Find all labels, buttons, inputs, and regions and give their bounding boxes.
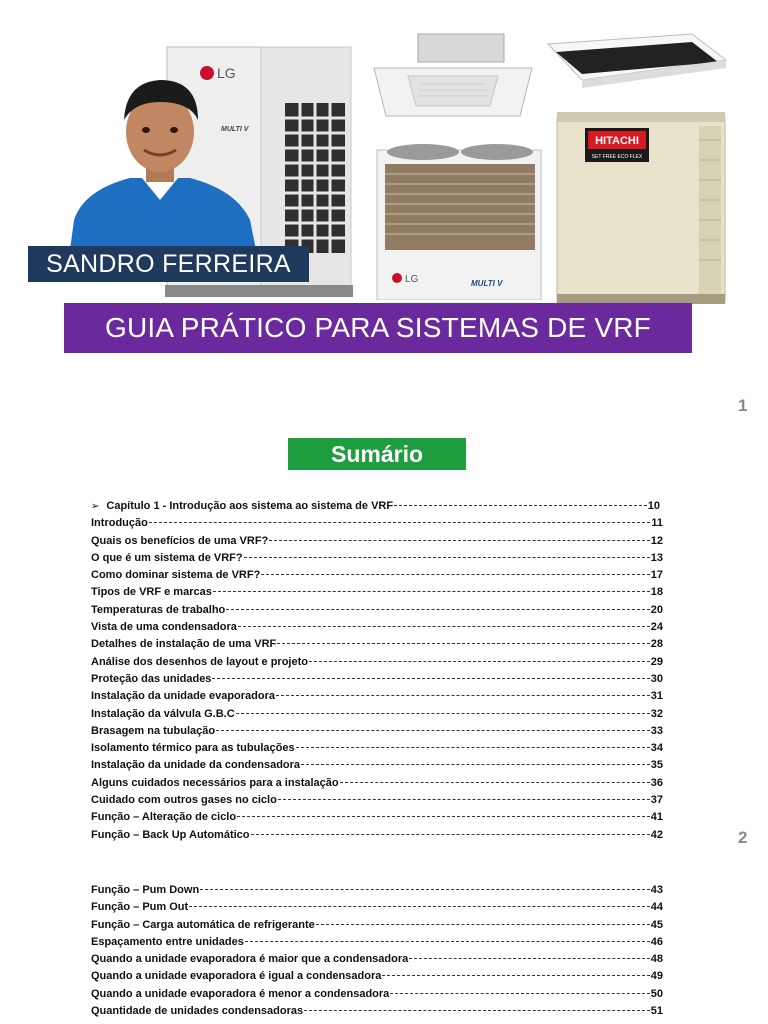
toc-label: Quais os benefícios de uma VRF? (91, 534, 269, 547)
toc-page: 11 (651, 517, 663, 530)
toc-label: Instalação da unidade evaporadora (91, 690, 276, 703)
arrow-bullet-icon: ➢ (91, 501, 100, 512)
toc-leader-dots (309, 661, 650, 662)
toc-leader-dots (390, 993, 649, 994)
toc-entry[interactable] (91, 671, 663, 688)
toc-label: Como dominar sistema de VRF? (91, 569, 261, 582)
toc-leader-dots (394, 505, 647, 506)
toc-entry[interactable] (91, 986, 663, 1003)
toc-page: 49 (650, 970, 663, 983)
toc-leader-dots (382, 975, 649, 976)
toc-page: 44 (650, 901, 663, 914)
toc-page: 18 (650, 586, 663, 599)
toc-page: 37 (650, 794, 663, 807)
toc-list (91, 882, 663, 1020)
toc-page: 24 (650, 621, 663, 634)
toc-entry[interactable] (91, 706, 663, 723)
toc-label: Função – Pum Down (91, 884, 200, 896)
toc-leader-dots (189, 906, 650, 907)
toc-leader-dots (301, 764, 650, 765)
toc-label: Análise dos desenhos de layout e projeto (91, 655, 308, 668)
toc-label: O que é um sistema de VRF? (91, 551, 243, 564)
toc-label: Isolamento térmico para as tubulações (91, 742, 295, 755)
toc-page: 31 (650, 690, 663, 703)
toc-page: 48 (650, 953, 663, 966)
toc-label: Espaçamento entre unidades (91, 935, 244, 948)
toc-entry[interactable] (91, 934, 663, 951)
toc-label: Temperaturas de trabalho (91, 603, 226, 616)
toc-page: 32 (650, 707, 663, 720)
table-of-contents-continued (91, 882, 663, 1020)
toc-entry[interactable] (91, 1003, 663, 1020)
ceiling-unit-icon (542, 30, 728, 90)
multiv-logo-text: MULTI V (221, 126, 249, 133)
toc-label: Quando a unidade evaporadora é igual a condensadora (91, 970, 382, 983)
toc-leader-dots (245, 941, 650, 942)
person-photo-icon (60, 50, 260, 250)
toc-entry[interactable] (91, 757, 663, 774)
toc-page: 28 (650, 638, 663, 651)
toc-label: Função – Alteração de ciclo (91, 811, 237, 824)
toc-label: Proteção das unidades (91, 672, 212, 685)
table-of-contents (91, 498, 663, 844)
multiv-logo-text: MULTI V (471, 279, 503, 288)
hitachi-outdoor-unit-icon (555, 110, 727, 305)
toc-page: 35 (650, 759, 663, 772)
toc-label: Função – Back Up Automático (91, 828, 250, 841)
toc-label: Brasagem na tubulação (91, 724, 216, 737)
toc-label: Vista de uma condensadora (91, 621, 237, 634)
toc-leader-dots (316, 924, 650, 925)
toc-page: 34 (650, 742, 663, 755)
summary-heading: Sumário (288, 438, 466, 470)
toc-entry[interactable] (91, 723, 663, 740)
toc-leader-dots (216, 730, 650, 731)
lg-logo-text: LG (217, 65, 236, 81)
toc-leader-dots (296, 747, 650, 748)
page-number: 1 (738, 396, 748, 415)
toc-page: 29 (650, 655, 663, 668)
toc-label: Introdução (91, 517, 148, 530)
toc-page: 12 (650, 534, 663, 547)
toc-entry[interactable] (91, 792, 663, 809)
toc-page: 20 (650, 603, 663, 616)
toc-entry[interactable] (91, 619, 663, 636)
page-number: 2 (738, 828, 748, 847)
toc-leader-dots (304, 1010, 650, 1011)
toc-leader-dots (237, 816, 650, 817)
toc-page: 10 (647, 500, 660, 512)
toc-entry[interactable] (91, 636, 663, 653)
toc-entry[interactable] (91, 917, 663, 934)
toc-entry[interactable] (91, 951, 663, 968)
toc-leader-dots (238, 626, 650, 627)
toc-entry[interactable] (91, 654, 663, 671)
toc-list (91, 515, 663, 844)
toc-leader-dots (277, 643, 650, 644)
toc-entry[interactable] (91, 882, 663, 899)
toc-leader-dots (149, 522, 651, 523)
cassette-unit-icon (370, 32, 536, 122)
toc-leader-dots (226, 609, 649, 610)
toc-page: 13 (650, 551, 663, 564)
toc-entry[interactable] (91, 740, 663, 757)
toc-label: Instalação da unidade da condensadora (91, 759, 301, 772)
toc-chapter-entry[interactable] (91, 498, 663, 515)
lg-logo-text: LG (405, 274, 419, 285)
toc-label: Cuidado com outros gases no ciclo (91, 794, 277, 807)
toc-label: Tipos de VRF e marcas (91, 586, 212, 599)
toc-label: Capítulo 1 - Introdução aos sistema ao sistema de VRF (106, 500, 394, 512)
hitachi-subtitle-text: SET FREE ECO FLEX (591, 154, 643, 160)
toc-entry[interactable] (91, 584, 663, 601)
toc-label: Função – Carga automática de refrigerante (91, 918, 315, 931)
toc-entry[interactable] (91, 775, 663, 792)
toc-page: 46 (650, 935, 663, 948)
author-name-banner: SANDRO FERREIRA (28, 246, 309, 282)
toc-page: 51 (650, 1005, 663, 1018)
toc-entry[interactable] (91, 688, 663, 705)
toc-label: Alguns cuidados necessários para a instalação (91, 776, 339, 789)
toc-leader-dots (244, 557, 650, 558)
toc-page: 50 (650, 987, 663, 1000)
toc-leader-dots (278, 799, 650, 800)
toc-entry[interactable] (91, 968, 663, 985)
toc-page: 42 (650, 828, 663, 841)
toc-leader-dots (409, 958, 650, 959)
toc-entry[interactable] (91, 809, 663, 826)
toc-label: Instalação da válvula G.B.C (91, 707, 235, 720)
toc-entry[interactable] (91, 515, 663, 532)
toc-leader-dots (276, 695, 650, 696)
lg-outdoor-unit-icon (375, 140, 543, 300)
toc-entry[interactable] (91, 602, 663, 619)
toc-leader-dots (340, 782, 650, 783)
toc-leader-dots (261, 574, 649, 575)
toc-label: Quando a unidade evaporadora é maior que a condensadora (91, 953, 409, 966)
toc-page: 33 (650, 724, 663, 737)
toc-entry[interactable] (91, 533, 663, 550)
toc-page: 43 (650, 884, 663, 896)
book-title-banner: GUIA PRÁTICO PARA SISTEMAS DE VRF (64, 303, 692, 353)
toc-leader-dots (269, 540, 649, 541)
toc-entry[interactable] (91, 567, 663, 584)
toc-label: Quando a unidade evaporadora é menor a condensadora (91, 987, 390, 1000)
toc-entry[interactable] (91, 899, 663, 916)
toc-page: 36 (650, 776, 663, 789)
hitachi-logo-text: HITACHI (595, 135, 639, 147)
toc-leader-dots (251, 834, 650, 835)
toc-page: 45 (650, 918, 663, 931)
toc-page: 30 (650, 672, 663, 685)
toc-entry[interactable] (91, 550, 663, 567)
toc-page: 41 (650, 811, 663, 824)
toc-label: Detalhes de instalação de uma VRF (91, 638, 277, 651)
toc-leader-dots (236, 713, 650, 714)
toc-leader-dots (213, 591, 650, 592)
toc-label: Quantidade de unidades condensadoras (91, 1005, 304, 1018)
toc-leader-dots (212, 678, 649, 679)
toc-page: 17 (650, 569, 663, 582)
toc-leader-dots (200, 889, 650, 890)
toc-entry[interactable] (91, 827, 663, 844)
toc-label: Função – Pum Out (91, 901, 189, 914)
